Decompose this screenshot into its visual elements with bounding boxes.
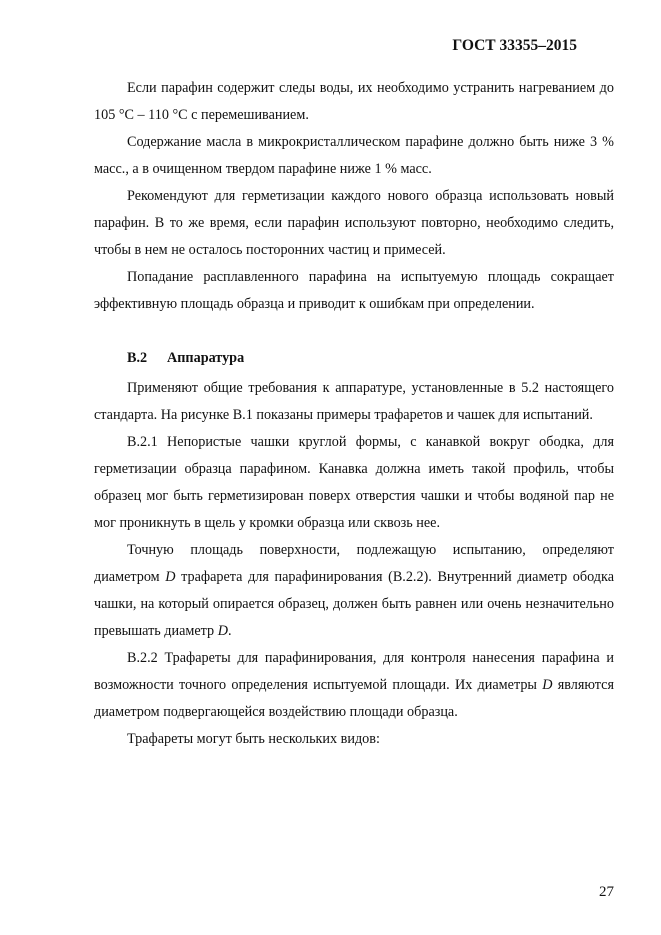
- text-fragment: .: [227, 623, 232, 639]
- text-fragment: являются диаметром подвергающейся воздействию площади образца.: [94, 677, 614, 720]
- document-body: [94, 75, 614, 753]
- variable-d: D: [217, 623, 228, 639]
- paragraph-template-types: Трафареты могут быть нескольких видов:: [127, 731, 380, 747]
- paragraph-oil-content: Содержание масла в микрокристаллическом парафине должно быть ниже 3 % масс., а в очищенном твердом парафине ниже 1 % масс.: [94, 134, 614, 177]
- paragraph-apparatus-general: Применяют общие требования к аппаратуре, установленные в 5.2 настоящего стандарта. На рисунке В.1 показаны примеры трафаретов и чашек для испытаний.: [94, 380, 614, 423]
- paragraph-molten-paraffin: Попадание расплавленного парафина на испытуемую площадь сокращает эффективную площадь образца и приводит к ошибкам при определении.: [94, 269, 614, 312]
- section-heading: [94, 345, 614, 372]
- text-fragment: трафарета для парафинирования (В.2.2). Внутренний диаметр ободка чашки, на который опирается образец, должен быть равнен или очень незначительно превышать диаметр: [94, 569, 614, 639]
- paragraph-b21-cups: В.2.1 Непористые чашки круглой формы, с канавкой вокруг ободка, для герметизации образца парафином. Канавка должна иметь такой профиль, чтобы образец мог быть герметизирован поверх отверстия чашки и чтобы водяной пар не мог проникнуть в щель у кромки образца или сквозь нее.: [94, 434, 614, 531]
- standard-header: ГОСТ 33355–2015: [452, 37, 577, 54]
- variable-d: D: [165, 569, 176, 585]
- paragraph-surface-area: [94, 537, 614, 645]
- text-fragment: В.2.2 Трафареты для парафинирования, для контроля нанесения парафина и возможности точного определения испытуемой площади. Их диаметры: [94, 650, 614, 693]
- text-fragment: Точную площадь поверхности, подлежащую испытанию, определяют диаметром: [94, 542, 614, 585]
- section-title: Аппаратура: [167, 350, 245, 366]
- paragraph-water-traces: Если парафин содержит следы воды, их необходимо устранить нагреванием до 105 °С – 110 °С с перемешиванием.: [94, 80, 614, 123]
- paragraph-b22-templates: [94, 645, 614, 726]
- paragraph-new-paraffin: Рекомендуют для герметизации каждого нового образца использовать новый парафин. В то же время, если парафин используют повторно, необходимо следить, чтобы в нем не осталось посторонних частиц и примесей.: [94, 188, 614, 258]
- section-number: В.2: [127, 350, 148, 366]
- page-number: 27: [599, 884, 614, 900]
- variable-d: D: [542, 677, 553, 693]
